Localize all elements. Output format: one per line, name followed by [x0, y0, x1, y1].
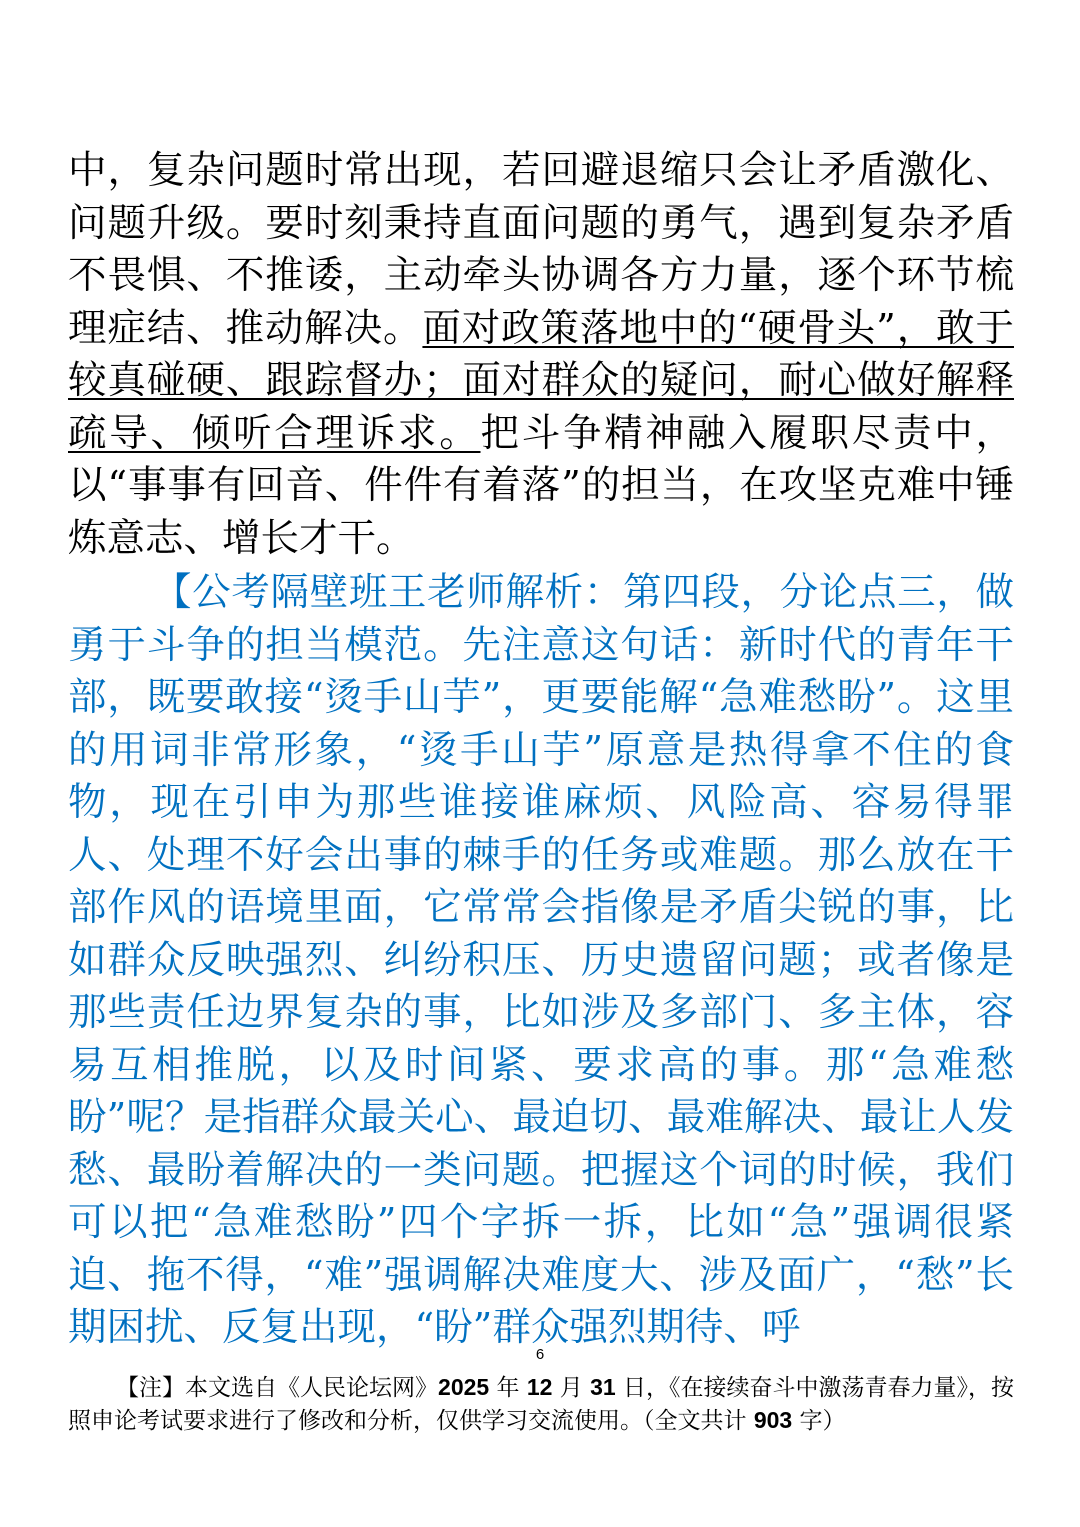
footnote-day: 31: [590, 1374, 616, 1400]
body-text-part2: 把斗争精神融入履职尽责中，以“事事有回音、件件有着落”的担当，在攻坚克难中锤炼意志、增长才干。: [68, 410, 1014, 561]
body-text-part1: 中，复杂问题时常出现，若回避退缩只会让矛盾激化、问题升级。要时刻秉持直面问题的勇气，遇到复杂矛盾不畏惧、不推诿，主动牵头协调各方力量，逐个环节梳理症结、推动解决。: [68, 148, 1014, 351]
footnote-word-count: 903: [753, 1407, 793, 1433]
footnote-text-a: 【注】本文选自《人民论坛网》: [116, 1375, 439, 1401]
analysis-paragraph: 【公考隔壁班王老师解析：第四段，分论点三，做勇于斗争的担当模范。先注意这句话：新时代的青年干部，既要敢接“烫手山芋”，更要能解“急难愁盼”。这里的用词非常形象，“烫手山芋”原意是热得拿不住的食物，现在引申为那些谁接谁麻烦、风险高、容易得罪人、处理不好会出事的棘手的任务或难题。那么放在干部作风的语境里面，它常常会指像是矛盾尖锐的事，比如群众反映强烈、纠纷积压、历史遗留问题；或者像是那些责任边界复杂的事，比如涉及多部门、多主体，容易互相推脱，以及时间紧、要求高的事。那“急难愁盼”呢？是指群众最关心、最迫切、最难解决、最让人发愁、最盼着解决的一类问题。把握这个词的时候，我们可以把“急难愁盼”四个字拆一拆，比如“急”强调很紧迫、拖不得，“难”强调解决难度大、涉及面广，“愁”长期困扰、反复出现，“盼”群众强烈期待、呼: [68, 570, 1014, 1350]
underlined-sentence: 面对政策落地中的“硬骨头”，敢于较真碰硬、跟踪督办；面对群众的疑问，耐心做好解释疏导、倾听合理诉求。: [68, 305, 1014, 456]
footnote-year: 2025: [438, 1374, 490, 1400]
footnote-month: 12: [526, 1374, 553, 1400]
footnote-text-e: 字）: [792, 1408, 846, 1434]
body-paragraph: [68, 145, 1014, 565]
footnote-text-d: 日，《在接续奋斗中激荡青春力量》，按照申论考试要求进行了修改和分析，仅供学习交流使用。（全文共计: [68, 1375, 1015, 1434]
footnote: [68, 1371, 1014, 1437]
footnote-text-c: 月: [552, 1375, 591, 1401]
footnote-text-b: 年: [489, 1375, 527, 1401]
page-number: 6: [535, 1346, 545, 1363]
